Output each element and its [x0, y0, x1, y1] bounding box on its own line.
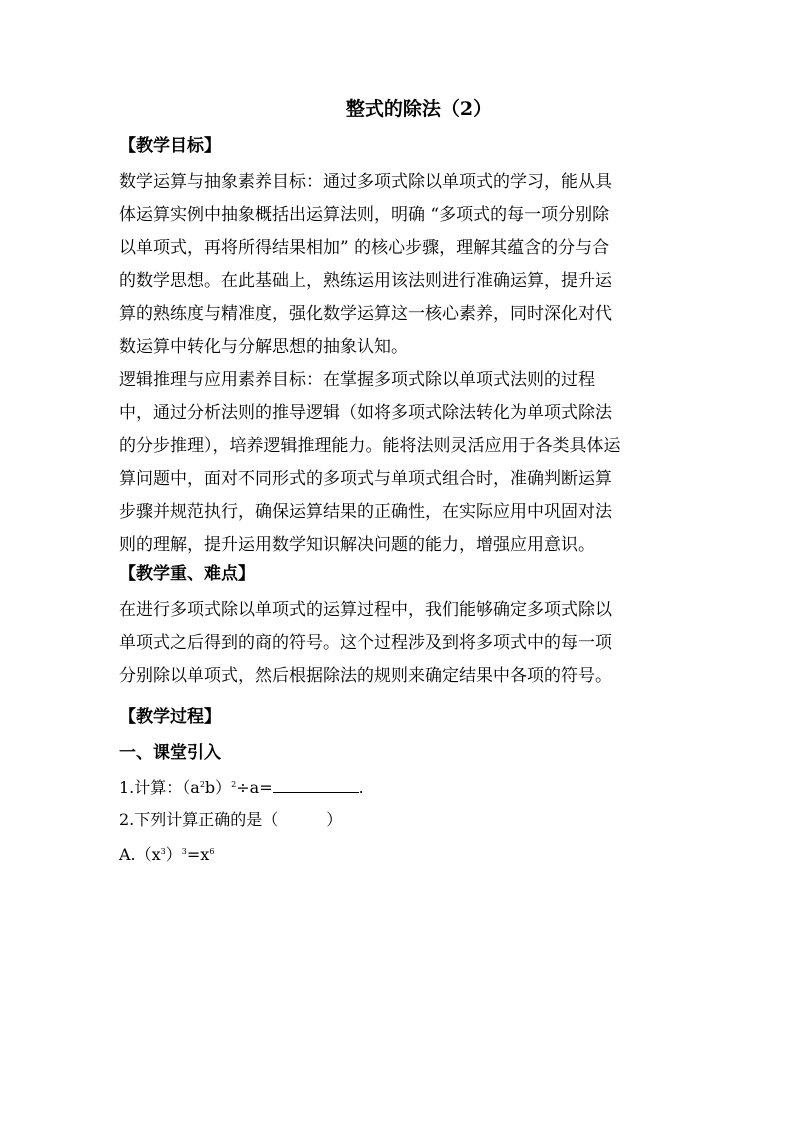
- option-a-text: ）: [165, 845, 182, 864]
- q1-text: b）: [204, 778, 232, 797]
- q1-exponent: 2: [199, 780, 205, 789]
- text-line: 中，通过分析法则的推导逻辑（如将多项式除法转化为单项式除法: [119, 403, 612, 423]
- q1-text: 1.计算：（a: [119, 778, 200, 797]
- keypoints-paragraph: [119, 594, 679, 693]
- option-a-exponent: 3: [181, 847, 187, 856]
- text-line: 的分步推理），培养逻辑推理能力。能将法则灵活应用于各类具体运: [119, 436, 621, 456]
- section-heading-goals: 【教学目标】: [119, 136, 221, 156]
- q1-text: ÷a=: [236, 778, 273, 797]
- option-a-text: =x: [186, 845, 210, 864]
- text-line: 的数学思想。在此基础上，熟练运用该法则进行准确运算，提升运: [119, 271, 612, 291]
- text-line: 算的熟练度与精准度，强化数学运算这一核心素养，同时深化对代: [119, 304, 612, 324]
- question-2: 2.下列计算正确的是（ ）: [119, 810, 343, 829]
- text-line: 体运算实例中抽象概括出运算法则，明确 “多项式的每一项分别除: [119, 205, 610, 225]
- section-heading-keypoints: 【教学重、难点】: [119, 564, 255, 584]
- answer-blank[interactable]: [273, 776, 359, 793]
- text-line: 步骤并规范执行，确保运算结果的正确性，在实际应用中巩固对法: [119, 502, 612, 522]
- text-line: 数学运算与抽象素养目标：通过多项式除以单项式的学习，能从具: [119, 172, 612, 192]
- option-a-exponent: 6: [209, 847, 215, 856]
- text-line: 算问题中，面对不同形式的多项式与单项式组合时，准确判断运算: [119, 469, 612, 489]
- goals-paragraph-2: [119, 364, 679, 562]
- section-heading-process: 【教学过程】: [119, 707, 221, 727]
- q1-text: .: [358, 778, 364, 797]
- question-1: [119, 773, 679, 800]
- document-page: [119, 96, 679, 867]
- option-a-exponent: 3: [160, 847, 166, 856]
- text-line: 以单项式，再将所得结果相加” 的核心步骤，理解其蕴含的分与合: [119, 238, 610, 258]
- text-line: 数运算中转化与分解思想的抽象认知。: [119, 337, 408, 357]
- text-line: 逻辑推理与应用素养目标：在掌握多项式除以单项式法则的过程: [119, 370, 595, 390]
- option-a-text: A.（x: [119, 845, 161, 864]
- text-line: 在进行多项式除以单项式的运算过程中，我们能够确定多项式除以: [119, 600, 612, 620]
- text-line: 分别除以单项式，然后根据除法的规则来确定结果中各项的符号。: [119, 666, 612, 686]
- text-line: 单项式之后得到的商的符号。这个过程涉及到将多项式中的每一项: [119, 633, 612, 653]
- sub-heading-intro: 一、课堂引入: [119, 743, 221, 763]
- q1-exponent: 2: [231, 780, 237, 789]
- goals-paragraph-1: [119, 166, 679, 364]
- document-title: 整式的除法（2）: [345, 98, 493, 120]
- option-a: [119, 840, 679, 867]
- text-line: 则的理解，提升运用数学知识解决问题的能力，增强应用意识。: [119, 535, 595, 555]
